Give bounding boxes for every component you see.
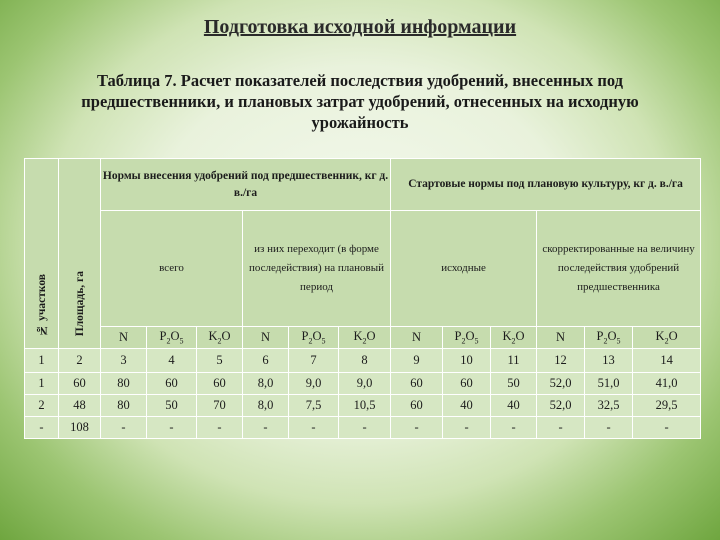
group-header-predecessor: Нормы внесения удобрений под предшественник, кг д. в./га [101,159,391,211]
table-cell: 1 [25,373,59,395]
table-cell: - [633,417,701,439]
column-number: 10 [443,349,491,373]
nutrient-header-k: $K_2O$ [491,327,537,349]
table-cell: 60 [197,373,243,395]
column-number: 2 [59,349,101,373]
column-number: 3 [101,349,147,373]
column-number: 6 [243,349,289,373]
table-cell: 70 [197,395,243,417]
nutrient-header-n: N [101,327,147,349]
subheader-carryover: из них переходит (в форме последействия) на плановый период [243,211,391,327]
table-cell: - [443,417,491,439]
table-cell: - [147,417,197,439]
header-row-nutrients [25,327,701,349]
table-cell: - [585,417,633,439]
table-cell: 51,0 [585,373,633,395]
table-cell: 8,0 [243,373,289,395]
column-number: 12 [537,349,585,373]
subheader-total: всего [101,211,243,327]
column-number: 8 [339,349,391,373]
nutrient-header-k: $K_2O$ [197,327,243,349]
table-cell: 2 [25,395,59,417]
nutrient-header-p: $P_2O_5$ [443,327,491,349]
table-cell: 80 [101,395,147,417]
table-row [25,395,701,417]
column-number: 4 [147,349,197,373]
table-cell: 60 [147,373,197,395]
table-cell: 52,0 [537,395,585,417]
table-cell: 80 [101,373,147,395]
column-number: 9 [391,349,443,373]
table-cell: 60 [59,373,101,395]
nutrient-header-p: $P_2O_5$ [289,327,339,349]
table-cell: 40 [491,395,537,417]
column-number: 14 [633,349,701,373]
table-cell: 32,5 [585,395,633,417]
slide-title: Подготовка исходной информации [203,16,517,38]
nutrient-header-k: $K_2O$ [633,327,701,349]
table-cell: 7,5 [289,395,339,417]
table-cell: 40 [443,395,491,417]
header-row-groups [25,159,701,211]
group-header-start: Стартовые нормы под плановую культуру, кг д. в./га [391,159,701,211]
table-cell: - [197,417,243,439]
header-row-subgroups [25,211,701,327]
table-caption: Таблица 7. Расчет показателей последствия удобрений, внесенных под предшественники, и плановых затрат удобрений, отнесенных на исходную урожайность [81,71,639,132]
table-cell: 60 [391,395,443,417]
table-cell: - [25,417,59,439]
table-cell: 8,0 [243,395,289,417]
table-cell: - [339,417,391,439]
column-numbers-row [25,349,701,373]
table-cell: 50 [491,373,537,395]
fertilizer-table [24,158,701,439]
area-header: Площадь, га [59,159,101,349]
table-cell: 10,5 [339,395,391,417]
column-number: 5 [197,349,243,373]
table-cell: 60 [391,373,443,395]
column-number: 13 [585,349,633,373]
table-cell: - [243,417,289,439]
table-cell: - [491,417,537,439]
table-cell: - [537,417,585,439]
table-cell: - [101,417,147,439]
column-number: 11 [491,349,537,373]
table-row [25,373,701,395]
table-cell: 9,0 [289,373,339,395]
nutrient-header-n: N [537,327,585,349]
table-row [25,417,701,439]
table-cell: 29,5 [633,395,701,417]
plots-header: № участков [25,159,59,349]
nutrient-header-k: $K_2O$ [339,327,391,349]
nutrient-header-n: N [243,327,289,349]
table-cell: 60 [443,373,491,395]
table-cell: 48 [59,395,101,417]
table-cell: - [289,417,339,439]
table-cell: - [391,417,443,439]
nutrient-header-p: $P_2O_5$ [147,327,197,349]
table-cell: 41,0 [633,373,701,395]
nutrient-header-p: $P_2O_5$ [585,327,633,349]
subheader-initial: исходные [391,211,537,327]
table-cell: 50 [147,395,197,417]
column-number: 7 [289,349,339,373]
table-cell: 52,0 [537,373,585,395]
subheader-adjusted: скорректированные на величину последействия удобрений предшественника [537,211,701,327]
nutrient-header-n: N [391,327,443,349]
table-cell: 9,0 [339,373,391,395]
table-cell: 108 [59,417,101,439]
column-number: 1 [25,349,59,373]
